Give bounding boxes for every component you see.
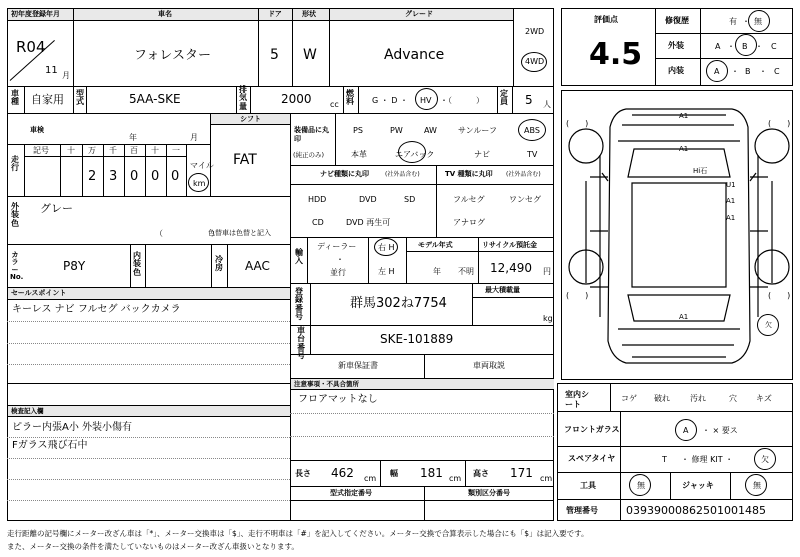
paren-top-right: ( ) bbox=[768, 119, 791, 128]
repair-dot: ・ bbox=[742, 17, 750, 26]
unit-hyaku: 百 bbox=[130, 146, 138, 155]
width-value: 181 bbox=[420, 466, 443, 480]
import-right: 右 H bbox=[378, 243, 395, 252]
car-diagram bbox=[562, 91, 792, 379]
shape-label: 形状 bbox=[302, 10, 316, 18]
spare-t: T bbox=[662, 455, 667, 464]
damage-a1-right2: A1 bbox=[726, 214, 736, 222]
aircon-value: AAC bbox=[245, 259, 270, 273]
tools-value: 無 bbox=[637, 481, 645, 490]
exterior-c: C bbox=[771, 42, 777, 51]
tools-circle bbox=[629, 474, 651, 496]
chassis-label: 車台番号 bbox=[297, 326, 305, 361]
usage-value: 自家用 bbox=[31, 93, 64, 106]
equip-ps: PS bbox=[353, 126, 363, 135]
tv-oneseg: ワンセグ bbox=[509, 195, 541, 204]
new-car-warranty: 新車保証書 bbox=[338, 361, 378, 370]
damage-hi-stone: Hi石 bbox=[693, 167, 708, 175]
cc-unit: cc bbox=[330, 100, 339, 109]
width-label: 幅 bbox=[390, 469, 398, 478]
capacity-label: 定員 bbox=[500, 89, 508, 107]
aircon-label: 冷房 bbox=[215, 255, 223, 273]
main-form-frame bbox=[7, 8, 554, 521]
spare-label: スペアタイヤ bbox=[568, 454, 616, 463]
repair-history-label: 修復歴 bbox=[665, 16, 689, 25]
equip-abs: ABS bbox=[524, 126, 540, 135]
fuel-hv-circle bbox=[415, 88, 438, 110]
dot-sep: ・ bbox=[755, 42, 763, 51]
unit-ichi: 一 bbox=[172, 146, 180, 155]
mileage-km-circle bbox=[188, 173, 209, 192]
model-value: 5AA-SKE bbox=[129, 92, 181, 106]
seat-tear: 破れ bbox=[654, 394, 670, 403]
notes-value: フロアマットなし bbox=[298, 394, 378, 405]
spare-ketsu: 欠 bbox=[761, 455, 769, 464]
jack-circle bbox=[745, 474, 767, 496]
unit-man: 万 bbox=[88, 146, 96, 155]
abs-circle bbox=[518, 119, 546, 141]
mileage-digit: 0 bbox=[171, 169, 180, 184]
unit-ten: 十 bbox=[67, 146, 75, 155]
right-hand-circle bbox=[374, 238, 398, 256]
month-unit: 月 bbox=[62, 71, 70, 80]
import-label: 輸入 bbox=[295, 248, 303, 266]
mileage-mile: マイル bbox=[190, 161, 214, 170]
model-year-year: 年 bbox=[433, 267, 441, 276]
damage-a1-bonnet: A1 bbox=[679, 112, 689, 120]
length-unit: cm bbox=[364, 474, 377, 483]
type-designation-label: 型式指定番号 bbox=[330, 489, 372, 497]
windshield-a-circle bbox=[675, 419, 697, 441]
jack-label: ジャッキ bbox=[682, 481, 714, 490]
fuel-hv: HV bbox=[420, 96, 432, 105]
equip-navi: ナビ bbox=[474, 150, 490, 159]
grade-label: グレード bbox=[405, 10, 433, 18]
model-label: 型式 bbox=[76, 89, 84, 107]
grade-value: Advance bbox=[384, 47, 445, 63]
paren-bottom-left: ( ) bbox=[566, 291, 589, 300]
category-number-label: 類別区分番号 bbox=[468, 489, 510, 497]
mileage-digit: 0 bbox=[130, 169, 139, 184]
interior-grade-label: 内装 bbox=[668, 66, 684, 75]
model-year-unknown: 不明 bbox=[458, 267, 474, 276]
width-unit: cm bbox=[449, 474, 462, 483]
selling-point-value: キーレス ナビ フルセグ バックカメラ bbox=[12, 304, 181, 315]
paren-bottom-right: ( ) bbox=[768, 291, 791, 300]
tv-analog: アナログ bbox=[453, 218, 485, 227]
inspector-line2: Fガラス飛び石中 bbox=[12, 440, 88, 451]
recycle-unit: 円 bbox=[543, 267, 551, 276]
windshield-a: A bbox=[683, 426, 689, 435]
inspection-label: 車検 bbox=[30, 126, 44, 134]
unit-sen: 千 bbox=[109, 146, 117, 155]
max-load-unit: kg bbox=[543, 314, 553, 323]
selling-point-label: セールスポイント bbox=[11, 289, 67, 297]
footer-note-1: 走行距離の記号欄にメーター改ざん車は「*」、メーター交換車は「$」、走行不明車は「#」を記入してください。メーター交換で合算表示した場合にも「$」は記入要です。 bbox=[7, 529, 589, 538]
tools-label: 工具 bbox=[580, 481, 596, 490]
car-name-label: 車名 bbox=[158, 10, 172, 18]
equipment-sub: (純正のみ) bbox=[293, 151, 325, 159]
fuel-label: 燃料 bbox=[346, 89, 354, 107]
displacement-label: 排気量 bbox=[239, 85, 247, 111]
first-registration-label: 初年度登録年月 bbox=[11, 10, 60, 18]
tv-type-label: TV 種類に丸印 bbox=[445, 170, 493, 178]
repair-no: 無 bbox=[754, 17, 762, 26]
seat-dirt: 汚れ bbox=[690, 394, 706, 403]
shift-label: シフト bbox=[240, 115, 261, 123]
exterior-b: B bbox=[742, 42, 748, 51]
registration-label: 登録番号 bbox=[295, 287, 303, 322]
shape-value: W bbox=[303, 47, 317, 63]
height-unit: cm bbox=[540, 474, 553, 483]
seat-scratch: キズ bbox=[756, 394, 772, 403]
navi-hdd: HDD bbox=[308, 195, 327, 204]
length-label: 長さ bbox=[295, 469, 311, 478]
vehicle-manual: 車両取説 bbox=[473, 361, 505, 370]
drive-4wd: 4WD bbox=[525, 57, 545, 66]
max-load-label: 最大積載量 bbox=[485, 286, 520, 294]
tv-fullseg: フルセグ bbox=[453, 195, 485, 204]
seat-burn: コゲ bbox=[621, 394, 637, 403]
dot-sep: ・ bbox=[731, 67, 739, 76]
recycle-label: リサイクル預託金 bbox=[482, 241, 538, 249]
equip-tv: TV bbox=[527, 150, 538, 159]
repair-no-circle bbox=[748, 10, 770, 32]
import-dealer: ディーラー bbox=[317, 242, 357, 251]
capacity-unit: 人 bbox=[543, 100, 551, 109]
inspector-line1: ピラー内張A小 外装小傷有 bbox=[12, 422, 133, 433]
interior-c: C bbox=[774, 67, 780, 76]
tv-type-sub: (社外品含む) bbox=[506, 171, 541, 178]
first-registration-year: R04 bbox=[16, 38, 46, 56]
equipment-label: 装備品に丸印 bbox=[294, 126, 329, 144]
exterior-b-circle bbox=[735, 34, 757, 56]
car-name-value: フォレスター bbox=[134, 48, 211, 63]
exterior-grade-label: 外装 bbox=[668, 41, 684, 50]
damage-u1: U1 bbox=[726, 181, 736, 189]
shift-value: FAT bbox=[233, 152, 257, 168]
fuel-other: ・（ ） bbox=[440, 96, 484, 105]
spare-ketsu-circle bbox=[754, 448, 776, 470]
color-value: グレー bbox=[40, 202, 73, 215]
doors-label: ドア bbox=[268, 10, 282, 18]
mileage-digit: 3 bbox=[109, 169, 118, 184]
repair-yes: 有 bbox=[729, 17, 737, 26]
damage-a1-front: A1 bbox=[679, 145, 689, 153]
mileage-kigo: 記号 bbox=[33, 146, 49, 155]
equip-pw: PW bbox=[390, 126, 403, 135]
mgmt-label: 管理番号 bbox=[566, 506, 598, 515]
windshield-rest: ・ × 要ス bbox=[702, 426, 738, 435]
dot-sep: ・ bbox=[727, 42, 735, 51]
equip-aw: AW bbox=[424, 126, 437, 135]
equip-leather: 本革 bbox=[351, 150, 367, 159]
paren-top-left: ( ) bbox=[566, 119, 589, 128]
windshield-label: フロントガラス bbox=[564, 425, 620, 434]
height-value: 171 bbox=[510, 466, 533, 480]
airbag-circle bbox=[398, 141, 426, 163]
notes-label: 注意事項・不具合箇所 bbox=[294, 380, 359, 388]
registration-value: 群馬302ね7754 bbox=[350, 296, 447, 311]
unit-juu: 十 bbox=[151, 146, 159, 155]
first-registration-month: 11 bbox=[45, 65, 58, 76]
damage-ketsu: 欠 bbox=[765, 321, 772, 329]
interior-a-circle bbox=[706, 60, 728, 82]
color-note-paren: （ ） bbox=[155, 229, 219, 238]
import-left: 左 H bbox=[378, 267, 395, 276]
model-year-label: モデル年式 bbox=[418, 241, 453, 249]
import-parallel: 並行 bbox=[330, 268, 346, 277]
damage-a1-rear: A1 bbox=[679, 313, 689, 321]
mileage-label: 走行 bbox=[11, 155, 19, 173]
navi-dvd: DVD bbox=[359, 195, 377, 204]
drive-4wd-circle bbox=[521, 52, 547, 72]
interior-b: B bbox=[745, 67, 751, 76]
jack-value: 無 bbox=[753, 481, 761, 490]
equip-airbag: エアバック bbox=[395, 150, 435, 159]
inspection-month: 月 bbox=[190, 133, 198, 142]
fuel-options: G ・ D ・ bbox=[372, 96, 408, 105]
import-dot: ・ bbox=[336, 255, 344, 264]
seat-hole: 穴 bbox=[729, 394, 737, 403]
footer-note-2: また、メーター交換の条件を満たしていないものはメーター改ざん車扱いとなります。 bbox=[7, 542, 299, 551]
exterior-a: A bbox=[715, 42, 721, 51]
inspection-year: 年 bbox=[129, 133, 137, 142]
seat-label: 室内シート bbox=[565, 390, 589, 409]
usage-label: 車種 bbox=[11, 89, 19, 107]
navi-type-sub: (社外品含む) bbox=[385, 171, 420, 178]
color-no-value: P8Y bbox=[63, 259, 86, 273]
score-value: 4.5 bbox=[589, 37, 643, 72]
spare-repair: ・ 修理 KIT ・ bbox=[681, 455, 734, 464]
doors-value: 5 bbox=[270, 47, 279, 63]
displacement-value: 2000 bbox=[281, 92, 312, 106]
drive-2wd: 2WD bbox=[525, 27, 545, 36]
mileage-digit: 0 bbox=[151, 169, 160, 184]
recycle-value: 12,490 bbox=[490, 261, 532, 275]
mgmt-value: 03939000862501001485 bbox=[626, 504, 766, 517]
equip-sunroof: サンルーフ bbox=[458, 126, 497, 135]
interior-a: A bbox=[714, 67, 720, 76]
color-note: 色替車は色替と記入 bbox=[208, 229, 271, 237]
mileage-digit: 2 bbox=[88, 169, 97, 184]
damage-a1-right1: A1 bbox=[726, 197, 736, 205]
length-value: 462 bbox=[331, 466, 354, 480]
capacity-value: 5 bbox=[525, 93, 533, 107]
interior-color-label: 内装色 bbox=[133, 251, 141, 277]
chassis-value: SKE-101889 bbox=[380, 332, 454, 346]
ketsu-circle bbox=[757, 314, 779, 336]
navi-cd: CD bbox=[312, 218, 324, 227]
mileage-km: km bbox=[193, 179, 206, 188]
score-label: 評価点 bbox=[594, 15, 618, 24]
color-label: 外装色 bbox=[11, 202, 19, 228]
height-label: 高さ bbox=[473, 469, 489, 478]
dot-sep: ・ bbox=[759, 67, 767, 76]
navi-dvd-play: DVD 再生可 bbox=[346, 218, 391, 227]
inspector-label: 検査記入欄 bbox=[11, 407, 44, 415]
navi-sd: SD bbox=[404, 195, 416, 204]
color-no-label: カラーNo. bbox=[10, 251, 24, 282]
navi-type-label: ナビ種類に丸印 bbox=[320, 170, 369, 178]
